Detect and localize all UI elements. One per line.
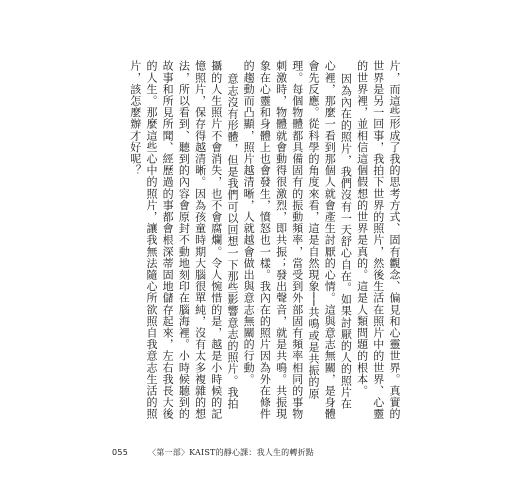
paragraph-1: 片，而這些形成了我的思考方式、固有觀念、偏見和心靈世界。真實的世界是另一回事，我拍下世界的照片，然後生活在照片中的世界、心靈的世界裡，並相信這個假想的世界是真的。這是人類問題的根本。 xyxy=(355,60,401,420)
paragraph-2: 因為內在的照片，我們沒有一天舒心自在。如果討厭的人的照片在心裡，那麼一看到那個人就會產生討厭的心情。這與意志無關，是身體會先反應。從科學的角度來看，這是自然現象──共鳴或是共振的原理。每個物體都具備固有的振動頻率，當受到外部固有頻率相同的事物刺激時，物體就會動得很激烈，即共振；發出聲音，就是共鳴。共振現象在心靈和身體上也會發生，憤怒也一樣。我內在的照片因為外在條件的趨動而凸顯，照片越清晰，人就越會做出與意志無關的行動。 xyxy=(242,60,353,420)
page-number: 055 xyxy=(112,448,129,457)
paragraph-3: 意志沒有形體，但是我們可以回想一下那些影響意志的照片。我拍攝的人生照片不會消失，也不會腐爛。令人惋惜的是，越是小時候的記憶照片，保存得越清晰。因為孩童時期大腦很單純，沒有太多複雜的想法，所以看到、聽到的內容會原封不動地刻印在腦海裡。小時候聽到的故事和所見所聞、經歷過的事都會根深蒂固地儲存起來，左右我長大後的人生。那麼這些心中的照片，讓我無法隨心所欲照自我意志生活的照片，該怎麼辦才好呢？ xyxy=(128,60,239,420)
part-label: 〈第一部〉 xyxy=(148,448,190,457)
book-title: KAIST的靜心課：我人生的轉折點 xyxy=(189,448,314,457)
page-footer xyxy=(112,448,314,458)
running-header xyxy=(148,448,314,458)
vertical-text-block xyxy=(127,60,402,420)
